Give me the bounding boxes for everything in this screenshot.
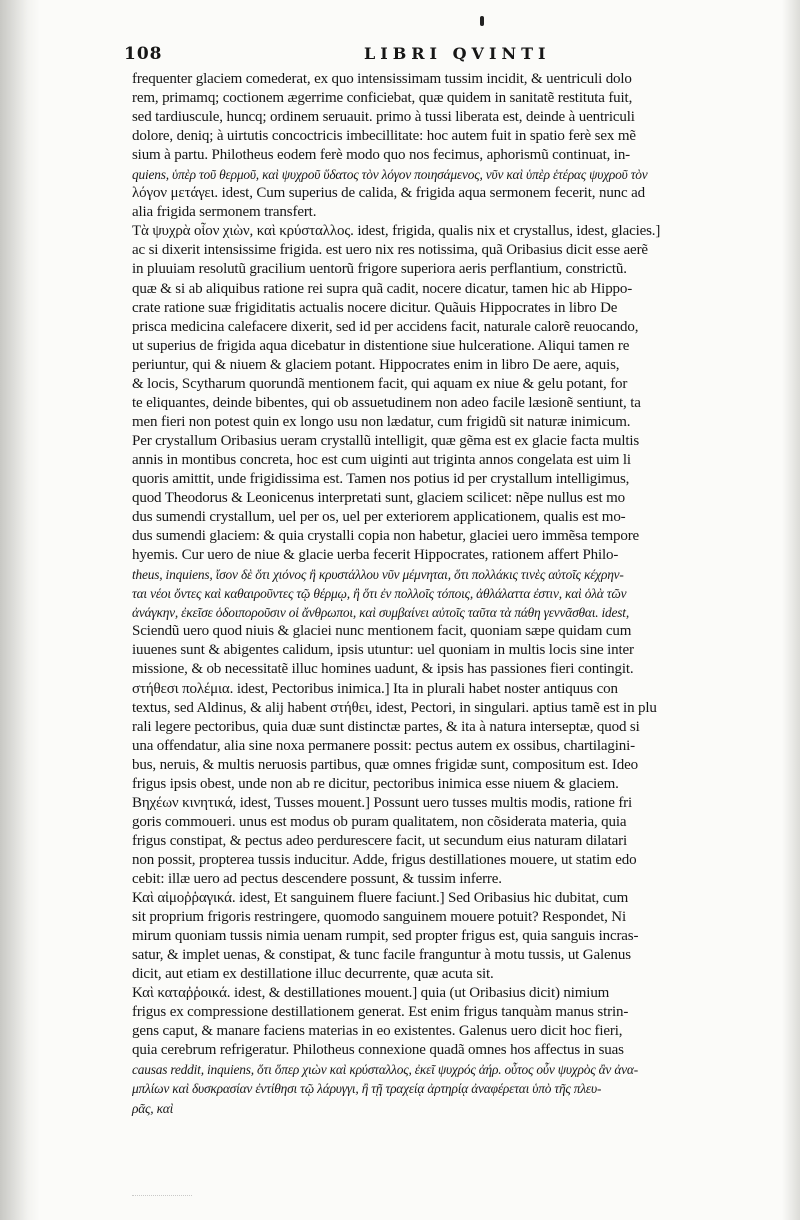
text-line: mirum quoniam tussis nimia uenam rumpit, sed propter frigus est, quia sanguis incras- — [132, 928, 639, 945]
text-line: quoris amittit, unde frigidissima est. Tamen nos potius id per crystallum intelligimus, — [132, 470, 630, 487]
text-line: satur, & implet uenas, & constipat, & tunc facile franguntur à motu tussis, ut Galenus — [132, 947, 631, 964]
text-line: ρᾶς, καὶ — [132, 1100, 174, 1116]
running-head: LIBRI QVINTI — [364, 44, 551, 63]
text-line: non possit, propterea tussis inducitur. Adde, frigus destillationes mouere, ut statim edo — [132, 851, 637, 868]
ink-mark — [480, 16, 484, 26]
text-line: Τὰ ψυχρὰ οἷον χιὼν, καὶ κρύσταλλος. idest, frigida, qualis nix et crystallus, idest, glacies.] — [132, 223, 661, 240]
text-line: in pluuiam resolutũ gracilium uentorũ frigore superiora aeris perflantium, constrictũ. — [132, 261, 627, 278]
text-line: Per crystallum Oribasius ueram crystallũ intelligit, quæ gẽma est ex glacie facta multis — [132, 432, 640, 449]
text-line: quæ & si ab aliquibus ratione rei supra quã cadit, nocere dicatur, tamen hic ab Hippo- — [132, 280, 633, 297]
text-line: rali legere pectoribus, quia duæ sunt distinctæ partes, & ita à natura interseptæ, quod si — [132, 718, 640, 735]
text-line: Βηχέων κινητικά, idest, Tusses mouent.] Possunt uero tusses multis modis, ratione fri — [132, 794, 633, 811]
text-line: missione, & ob necessitatẽ illuc homines uadunt, & ipsis has passiones fieri contingit. — [132, 661, 634, 678]
text-line: prisca medicina calefacere dixerit, sed id per accidens facit, naturale calorẽ reuocando, — [132, 318, 639, 335]
text-line: crate ratione suæ frigiditatis actualis nocere dicitur. Quãuis Hippocrates in libro De — [132, 299, 618, 316]
text-line: frequenter glaciem comederat, ex quo intensissimam tussim incidit, & uentriculi dolo — [132, 71, 632, 87]
text-line: sium à partu. Philotheus eodem ferè modo quo nos fecimus, aphorismũ continuat, in- — [132, 147, 631, 164]
text-line: Καὶ αἱμοῤῥαγικά. idest, Et sanguinem fluere faciunt.] Sed Oribasius hic dubitat, cum — [132, 890, 629, 907]
text-line: dolore, deniq; à uirtutis concoctricis imbecillitate: hoc autem fuit in spatio ferè sex mẽ — [132, 128, 636, 145]
text-line: alia frigida sermonem transfert. — [132, 204, 317, 221]
text-line: ac si dixerit intensissime frigida. est uero nix res notissima, quã Oribasius dicit esse aerẽ — [132, 242, 648, 259]
text-line: iuuenes sunt & abigentes calidum, ipsis utuntur: uel quoniam in multis locis sine inter — [132, 642, 634, 659]
text-line: sed tardiuscule, huncq; ordinem seruauit. primo à tussi liberata est, deinde à uentriculi — [132, 109, 635, 126]
text-line: men fieri non potest quin ex longo usu non lædatur, cum frigidũ sit naturæ inimicum. — [132, 413, 631, 430]
text-line: ται νέοι ὄντες καὶ καθαιροῦντες τῷ θέρμῳ, ἢ ὅτι ἐν πολλοῖς τόποις, ἀθλάλαττα ἐστιν, καὶ ὁλὰ τῶν — [132, 586, 627, 602]
text-line: frigus constipat, & pectus adeo perdurescere facit, ut secundum eius naturam dilatari — [132, 832, 627, 849]
text-line: bus, neruis, & multis neruosis partibus, quæ omnes frigidæ sunt, compositum est. Ideo — [132, 756, 638, 773]
text-line: annis in montibus concreta, hoc est cum uiginti aut triginta annos congelata est uim li — [132, 451, 631, 468]
text-line: Καὶ καταῤῥοικά. idest, & destillationes mouent.] quia (ut Oribasius dicit) nimium — [132, 985, 610, 1002]
page-number: 108 — [124, 44, 163, 64]
text-line: hyemis. Cur uero de niue & glacie uerba fecerit Hippocrates, rationem affert Philo- — [132, 547, 619, 564]
text-line: causas reddit, inquiens, ὅτι ὅπερ χιὼν καὶ κρύσταλλος, ἐκεῖ ψυχρός ἀήρ. οὗτος οὖν ψυχρὸς ἂν ἀνα- — [132, 1062, 638, 1078]
text-line: dicit, aut etiam ex destillatione illuc decurrente, quæ acuta sit. — [132, 966, 494, 983]
text-line: ἀνάγκην, ἐκεῖσε ὁδοιποροῦσιν οἱ ἄνθρωποι, καὶ συμβαίνει αὐτοῖς ταῦτα τὰ πάθη γεννᾶσθαι. idest, — [132, 605, 629, 621]
body-text — [132, 70, 760, 1118]
text-line: μπλίων καὶ δυσκρασίαν ἐντίθησι τῷ λάρυγγι, ἢ τῇ τραχείᾳ ἀρτηρίᾳ ἀναφέρεται ὑπὸ τῆς πλευ- — [132, 1081, 602, 1097]
text-line: dus sumendi crystallum, uel per os, uel per exteriorem applicationem, qualis est mo- — [132, 509, 626, 526]
text-line: periuntur, qui & niuem & glaciem potant. Hippocrates enim in libro De aere, aquis, — [132, 356, 620, 373]
text-line: frigus ipsis obest, unde non ab re dicitur, pectoribus inimica esse niuem & glaciem. — [132, 775, 619, 792]
text-line: ut superius de frigida aqua dicebatur in distentione siue hulceratione. Aliqui tamen re — [132, 337, 630, 354]
text-line: & locis, Scytharum quorundã mentionem facit, qui aquam ex niue & gelu potant, for — [132, 375, 628, 392]
text-line: gens caput, & manare faciens materias in eo existentes. Galenus uero dicit hoc fieri, — [132, 1023, 623, 1040]
text-line: λόγον μετάγει. idest, Cum superius de calida, & frigida aqua sermonem fecerit, nunc ad — [132, 185, 645, 202]
text-line: textus, sed Aldinus, & alij habent στήθει, idest, Pectori, in singulari. aptius tamẽ est in plu — [132, 699, 657, 716]
text-line: una offendatur, alia sine noxa permanere possit: pectus autem ex ossibus, chartilagini- — [132, 737, 636, 754]
text-line: quod Theodorus & Leonicenus interpretati sunt, glaciem scilicet: nẽpe nullus est mo — [132, 490, 625, 507]
text-line: στήθεσι πολέμια. idest, Pectoribus inimica.] Ita in plurali habet noster antiquus con — [132, 680, 618, 697]
text-line: Sciendũ uero quod niuis & glaciei nunc mentionem facit, quoniam sæpe quidam cum — [132, 623, 632, 640]
bottom-smudge — [132, 1195, 192, 1202]
text-line: quia cerebrum refrigeratur. Philotheus connexione quadã omnes hos affectus in suas — [132, 1042, 624, 1059]
text-line: sit proprium frigoris restringere, quomodo sanguinem mouere potuit? Respondet, Ni — [132, 909, 627, 926]
text-line: theus, inquiens, ἴσον δὲ ὅτι χιόνος ἢ κρυστάλλου νῦν μέμνηται, ὅτι πολλάκις τινὲς αὐτοῖς κέχρην- — [132, 567, 624, 583]
text-line: cebit: illæ uero ad pectus descendere possunt, & tussim inferre. — [132, 870, 502, 887]
text-line: frigus ex compressione destillationem generat. Est enim frigus tanquàm manus strin- — [132, 1004, 629, 1021]
text-line: goris commoueri. unus est modus ob puram qualitatem, non cõsiderata materia, quia — [132, 813, 627, 830]
text-line: rem, primamq; coctionem ægerrime conficiebat, quæ quidem in sanitatẽ restituta fuit, — [132, 90, 633, 107]
page-header — [124, 44, 764, 68]
text-line: dus sumendi glaciem: & quia crystalli copia non habetur, glaciei uero immẽsa tempore — [132, 528, 640, 545]
text-line: te eliquantes, deinde bibentes, qui ob assuetudinem non adeo facile læsionẽ sentiunt, ta — [132, 394, 641, 411]
text-line: quiens, ὑπὲρ τοῦ θερμοῦ, καὶ ψυχροῦ ὕδατος τὸν λόγον ποιησάμενος, νῦν καὶ ὑπὲρ ἑτέρας ψυχροῦ τὸν — [132, 167, 648, 183]
